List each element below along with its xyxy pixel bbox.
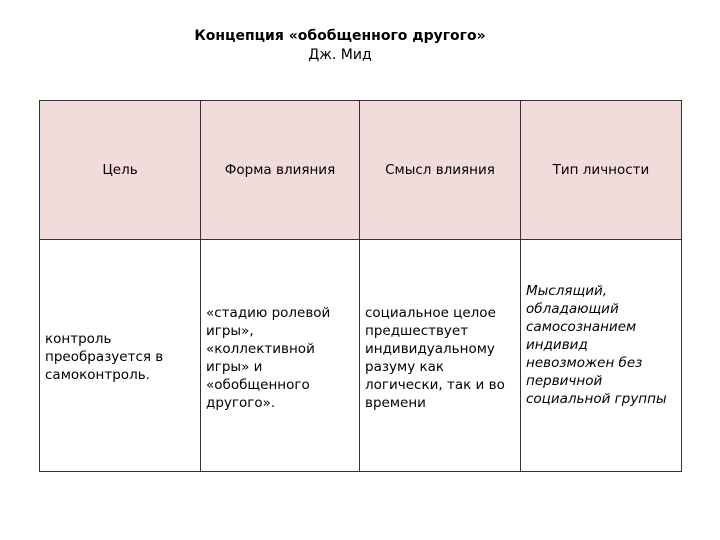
cell-influence-form: [201, 240, 360, 472]
header-influence-form: Форма влияния: [201, 101, 360, 240]
title-main: Концепция «обобщенного другого»: [194, 28, 486, 44]
concept-table: [39, 100, 682, 472]
title-author: Дж. Мид: [308, 47, 372, 63]
header-influence-meaning: Смысл влияния: [360, 101, 521, 240]
table-header-row: [40, 101, 682, 240]
slide-title: [0, 27, 680, 65]
header-goal: Цель: [40, 101, 201, 240]
table-row: [40, 240, 682, 472]
cell-influence-form-text: «стадию ролевой игры», «коллективной игры» и «обобщенного другого».: [206, 305, 331, 411]
cell-personality-type: [521, 240, 682, 472]
cell-personality-type-text: Мыслящий, обладающий самосознанием индивид невозможен без первичной социальной группы: [526, 283, 667, 407]
cell-influence-meaning-text: социальное целое предшествует индивидуальному разуму как логически, так и во времени: [365, 305, 505, 411]
header-personality-type: Тип личности: [521, 101, 682, 240]
cell-influence-meaning: [360, 240, 521, 472]
cell-goal-text: контроль преобразуется в самоконтроль.: [45, 331, 164, 383]
cell-goal: [40, 240, 201, 472]
